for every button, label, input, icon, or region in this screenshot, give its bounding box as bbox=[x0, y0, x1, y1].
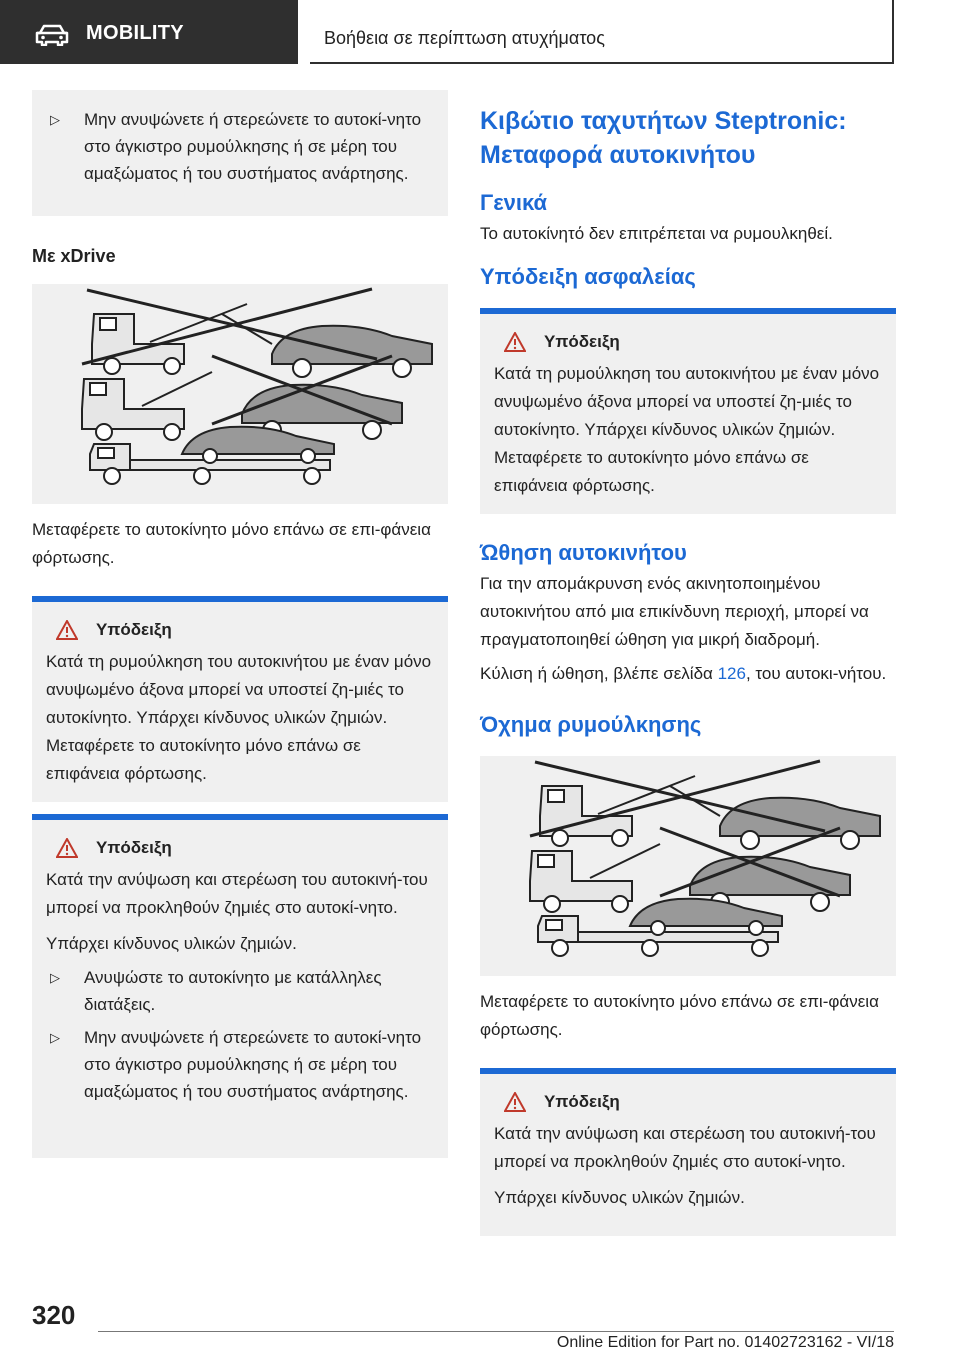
towing-illustration bbox=[480, 756, 896, 976]
xdrive-label: Με xDrive bbox=[32, 246, 116, 266]
tow-truck-figure bbox=[480, 756, 896, 976]
left-column bbox=[32, 90, 448, 1158]
push-text: Για την απομάκρυνση ενός ακινητοποιημένου αυτοκινήτου από μια επικίνδυνη περιοχή, μπορεί να πραγματοποιηθεί ώθηση για μικρή διαδρομή. bbox=[480, 574, 869, 649]
triangle-bullet-icon: ▷ bbox=[50, 970, 60, 985]
note-text: Κατά την ανύψωση και στερέωση του αυτοκινή‐του μπορεί να προκληθούν ζημιές στο αυτοκί‐νητο. bbox=[494, 1124, 876, 1171]
triangle-bullet-icon: ▷ bbox=[50, 1030, 60, 1045]
note-text: Κατά τη ρυμούλκηση του αυτοκινήτου με έναν μόνο ανυψωμένο άξονα μπορεί να υποστεί ζη‐μιές το αυτοκίνητο. Υπάρχει κίνδυνος υλικών ζημιών. Μεταφέρετε το αυτοκίνητο μόνο επάνω σε επιφάνεια φόρτωσης. bbox=[46, 652, 432, 783]
list-item: ▷ Μην ανυψώνετε ή στερεώνετε το αυτοκί‐νητο στο άγκιστρο ρυμούλκησης ή σε μέρη του αμαξώματος ή του συστήματος ανάρτησης. bbox=[46, 1024, 434, 1105]
general-text: Το αυτοκίνητό δεν επιτρέπεται να ρυμουλκηθεί. bbox=[480, 224, 833, 243]
car-icon bbox=[34, 24, 70, 46]
warning-triangle-icon bbox=[504, 1092, 526, 1112]
warning-note bbox=[32, 814, 448, 1158]
note-title: Υπόδειξη bbox=[544, 332, 620, 351]
footer-divider bbox=[98, 1331, 894, 1332]
note-title: Υπόδειξη bbox=[544, 1092, 620, 1111]
warning-note bbox=[32, 596, 448, 802]
chapter-title: Βοήθεια σε περίπτωση ατυχήματος bbox=[324, 28, 605, 48]
note-title: Υπόδειξη bbox=[96, 838, 172, 857]
triangle-bullet-icon: ▷ bbox=[50, 112, 60, 127]
note-text: Υπάρχει κίνδυνος υλικών ζημιών. bbox=[494, 1188, 745, 1207]
tow-truck-figure bbox=[32, 284, 448, 504]
note-text: Κατά την ανύψωση και στερέωση του αυτοκινή‐του μπορεί να προκληθούν ζημιές στο αυτοκί‐νητο. bbox=[46, 870, 428, 917]
subsection-push: Ώθηση αυτοκινήτου bbox=[480, 540, 687, 565]
list-item: ▷ Ανυψώστε το αυτοκίνητο με κατάλληλες διατάξεις. bbox=[46, 964, 434, 1018]
towing-illustration bbox=[32, 284, 448, 504]
subsection-general: Γενικά bbox=[480, 190, 548, 215]
list-item: ▷ Μην ανυψώνετε ή στερεώνετε το αυτοκί‐νητο στο άγκιστρο ρυμούλκησης ή σε μέρη του αμαξώματος ή του συστήματος ανάρτησης. bbox=[46, 106, 434, 187]
bullet-box bbox=[32, 90, 448, 216]
figure-caption: Μεταφέρετε το αυτοκίνητο μόνο επάνω σε επι‐φάνεια φόρτωσης. bbox=[480, 992, 879, 1039]
edition-text: Online Edition for Part no. 01402723162 - VI/18 bbox=[556, 1334, 894, 1351]
warning-note bbox=[480, 1068, 896, 1236]
header-section-tab bbox=[0, 0, 298, 64]
header-chapter bbox=[310, 0, 894, 64]
section-heading: Κιβώτιο ταχυτήτων Steptronic: Μεταφορά αυτοκινήτου bbox=[480, 107, 847, 169]
section-label: MOBILITY bbox=[86, 22, 184, 44]
warning-note bbox=[480, 308, 896, 514]
warning-triangle-icon bbox=[56, 838, 78, 858]
subsection-safety: Υπόδειξη ασφαλείας bbox=[480, 264, 696, 289]
push-reference: Κύλιση ή ώθηση, βλέπε σελίδα 126, του αυτοκι‐νήτου. bbox=[480, 664, 887, 683]
warning-triangle-icon bbox=[56, 620, 78, 640]
subsection-tow-vehicle: Όχημα ρυμούλκησης bbox=[480, 712, 702, 737]
figure-caption: Μεταφέρετε το αυτοκίνητο μόνο επάνω σε επι‐φάνεια φόρτωσης. bbox=[32, 520, 431, 567]
page-reference-link[interactable]: 126 bbox=[717, 664, 746, 683]
note-title: Υπόδειξη bbox=[96, 620, 172, 639]
warning-triangle-icon bbox=[504, 332, 526, 352]
right-column bbox=[480, 104, 896, 1236]
note-text: Κατά τη ρυμούλκηση του αυτοκινήτου με έναν μόνο ανυψωμένο άξονα μπορεί να υποστεί ζη‐μιές το αυτοκίνητο. Υπάρχει κίνδυνος υλικών ζημιών. Μεταφέρετε το αυτοκίνητο μόνο επάνω σε επιφάνεια φόρτωσης. bbox=[494, 364, 880, 495]
page-number: 320 bbox=[32, 1300, 76, 1330]
note-text: Υπάρχει κίνδυνος υλικών ζημιών. bbox=[46, 934, 297, 953]
